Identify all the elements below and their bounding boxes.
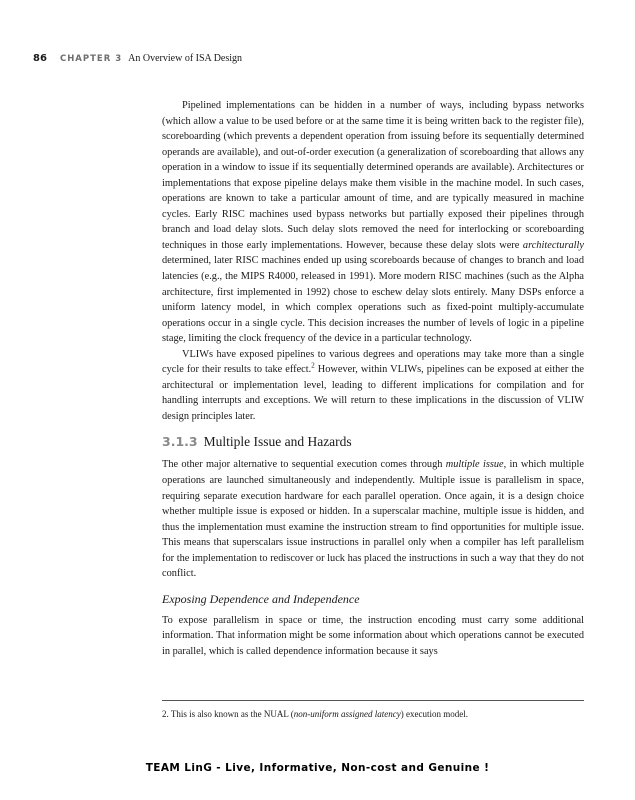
emphasis-text: non-uniform assigned latency — [293, 709, 401, 719]
footnote-reference: 2 — [311, 361, 315, 370]
footnote-text: ) execution model. — [400, 709, 468, 719]
paragraph-text: determined, later RISC machines ended up using scoreboards because of changes to branch and load latencies (e.g., the MIPS R4000, released in 1991). More modern RISC machines (such as the Alpha architecture, first implemented in 1992) chose to eschew delay slots entirely. Many DSPs enforce a uniform latency model, in which complex operations such as fixed-point multiply-accumulate operations occur in a single cycle. This decision increases the number of levels of logic in a pipeline stage, limiting the clock frequency of the device in a particular technology. — [162, 255, 584, 345]
chapter-title: An Overview of ISA Design — [128, 53, 243, 64]
paragraph-multiple-issue — [162, 457, 584, 581]
paragraph-exposing-parallelism: To expose parallelism in space or time, the instruction encoding must carry some additional information. That information might be some information about which operations cannot be executed in parallel, which is called dependence information because it says — [162, 614, 584, 657]
paragraph-text: However, within VLIWs, pipelines can be exposed at either the architectural or implementation level, leading to different implications for compilation and for handling interrupts and exceptions. We will return to these implications in the discussion of VLIW design principles later. — [162, 364, 584, 422]
paragraph-pipeline-hiding — [162, 98, 584, 347]
emphasis-text: multiple issue — [445, 459, 504, 471]
page-number: 86 — [33, 53, 47, 64]
paragraph-text: , in which multiple operations are launched simultaneously and independently. Multiple issue is parallelism in space, requiring separate execution hardware for each parallel operation. Once again, it is a design choice whether multiple issue is exposed or hidden. In a superscalar machine, multiple issue is hidden, and thus the implementation must examine the instruction stream to find opportunities for multiple issue. This means that superscalars issue instructions in parallel only when a compiler has left parallelism for the implementation to rediscover or luck has placed the instructions in such a way that they do not conflict. — [162, 459, 584, 580]
watermark: TEAM LinG - Live, Informative, Non-cost and Genuine ! — [145, 762, 490, 774]
chapter-label: CHAPTER 3 — [59, 54, 123, 64]
paragraph-text: Pipelined implementations can be hidden in a number of ways, including bypass networks (which allow a value to be used before or at the same time it is being written back to the register file), scoreboarding (which prevents a dependent operation from issuing before its sequentially determined operands are available), and out-of-order execution (a generalization of scoreboarding that allows any operation in a window to issue if its sequentially determined operands are available). Architectures or implementations that expose pipeline delays make them visible in the machine model. In such cases, operations are known to take a particular amount of time, and are typically measured in machine cycles. Early RISC machines used bypass networks but partially exposed their pipelines through branch and load delay slots. Such delay slots removed the need for interlocking or scoreboarding techniques in those early implementations. However, because these delay slots were — [162, 100, 584, 251]
section-title: Multiple Issue and Hazards — [203, 434, 352, 450]
section-heading — [162, 433, 584, 451]
footnote — [162, 708, 584, 720]
running-header — [33, 53, 593, 65]
footnote-divider — [162, 700, 584, 701]
emphasis-text: architecturally — [522, 239, 584, 251]
paragraph-vliw-pipelines — [162, 347, 584, 425]
body-text — [162, 98, 584, 660]
section-number: 3.1.3 — [162, 434, 198, 450]
subsection-heading: Exposing Dependence and Independence — [162, 591, 360, 606]
footnote-text: 2. This is also known as the NUAL ( — [162, 709, 294, 719]
paragraph-text: The other major alternative to sequential execution comes through — [162, 459, 446, 471]
paragraph-text: VLIWs have exposed pipelines to various degrees and operations may take more than a single cycle for their results to take effect. — [162, 348, 584, 376]
